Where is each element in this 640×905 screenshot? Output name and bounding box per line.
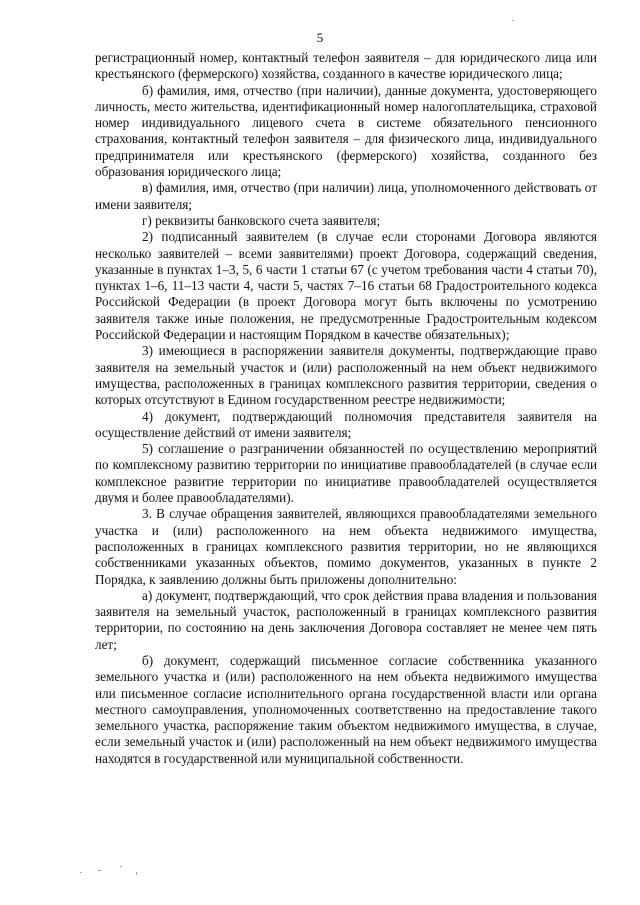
page-number: 5 — [316, 30, 324, 45]
paragraph: а) документ, подтверждающий, что срок действия права владения и пользования заявителя на земельный участок, расположенный в границах комплексного развития территории, по состоянию на день заключения Договора составляет не менее чем пять лет; — [95, 587, 597, 652]
scan-speck — [80, 872, 82, 873]
paragraph: 3) имеющиеся в распоряжении заявителя документы, подтверждающие право заявителя на земельный участок и (или) расположенный на нем объект недвижимого имущества, расположенных в границах комплексного развития территории, сведения о которых отсутствуют в Едином государственном реестре недвижимости; — [95, 343, 597, 408]
scan-speck — [512, 20, 514, 21]
document-body — [95, 50, 597, 767]
scan-speck — [98, 870, 101, 871]
paragraph: регистрационный номер, контактный телефон заявителя – для юридического лица или крестьянского (фермерского) хозяйства, созданного в качестве юридического лица; — [95, 50, 597, 82]
paragraph: г) реквизиты банковского счета заявителя; — [142, 212, 381, 228]
paragraph: б) фамилия, имя, отчество (при наличии), данные документа, удостоверяющего личность, место жительства, идентификационный номер налогоплательщика, страховой номер индивидуального лицевого счета в системе обязательного пенсионного страхования, контактный телефон заявителя – для физического лица, индивидуального предпринимателя или крестьянского (фермерского) хозяйства, созданного без образования юридического лица; — [95, 82, 597, 180]
paragraph: б) документ, содержащий письменное согласие собственника указанного земельного участка и (или) расположенного на нем объекта недвижимого имущества или письменное согласие исполнительного органа государственной власти или органа местного самоуправления, уполномоченных соответственно на предоставление такого земельного участка, распоряжение таким объектом недвижимого имущества, в случае, если земельный участок и (или) расположенный на нем объект недвижимого имущества находятся в государственной или муниципальной собственности. — [95, 652, 597, 766]
scan-speck — [136, 872, 137, 875]
paragraph: 5) соглашение о разграничении обязанностей по осуществлению мероприятий по комплексному развитию территории по инициативе правообладателей (в случае если комплексное развитие территории по инициативе правообладателей осуществляется двумя и более правообладателями). — [95, 441, 597, 506]
paragraph: 2) подписанный заявителем (в случае если сторонами Договора являются несколько заявителей – всеми заявителями) проект Договора, содержащий сведения, указанные в пунктах 1–3, 5, 6 части 1 статьи 67 (с учетом требования части 4 статьи 70), пунктах 1–6, 11–13 части 4, части 5, частях 7–16 статьи 68 Градостроительного кодекса Российской Федерации (в проект Договора могут быть включены по усмотрению заявителя также иные положения, не предусмотренные Градостроительным кодексом Российской Федерации и настоящим Порядком в качестве обязательных); — [95, 229, 597, 343]
scan-speck — [120, 866, 122, 867]
paragraph: 3. В случае обращения заявителей, являющихся правообладателями земельного участка и (или) расположенного на нем объекта недвижимого имущества, расположенных в границах комплексного развития территории, но не являющихся собственниками указанных объектов, помимо документов, указанных в пункте 2 Порядка, к заявлению должны быть приложены дополнительно: — [95, 506, 597, 587]
paragraph: 4) документ, подтверждающий полномочия представителя заявителя на осуществление действий от имени заявителя; — [95, 408, 597, 440]
paragraph: в) фамилия, имя, отчество (при наличии) лица, уполномоченного действовать от имени заявителя; — [95, 180, 597, 212]
